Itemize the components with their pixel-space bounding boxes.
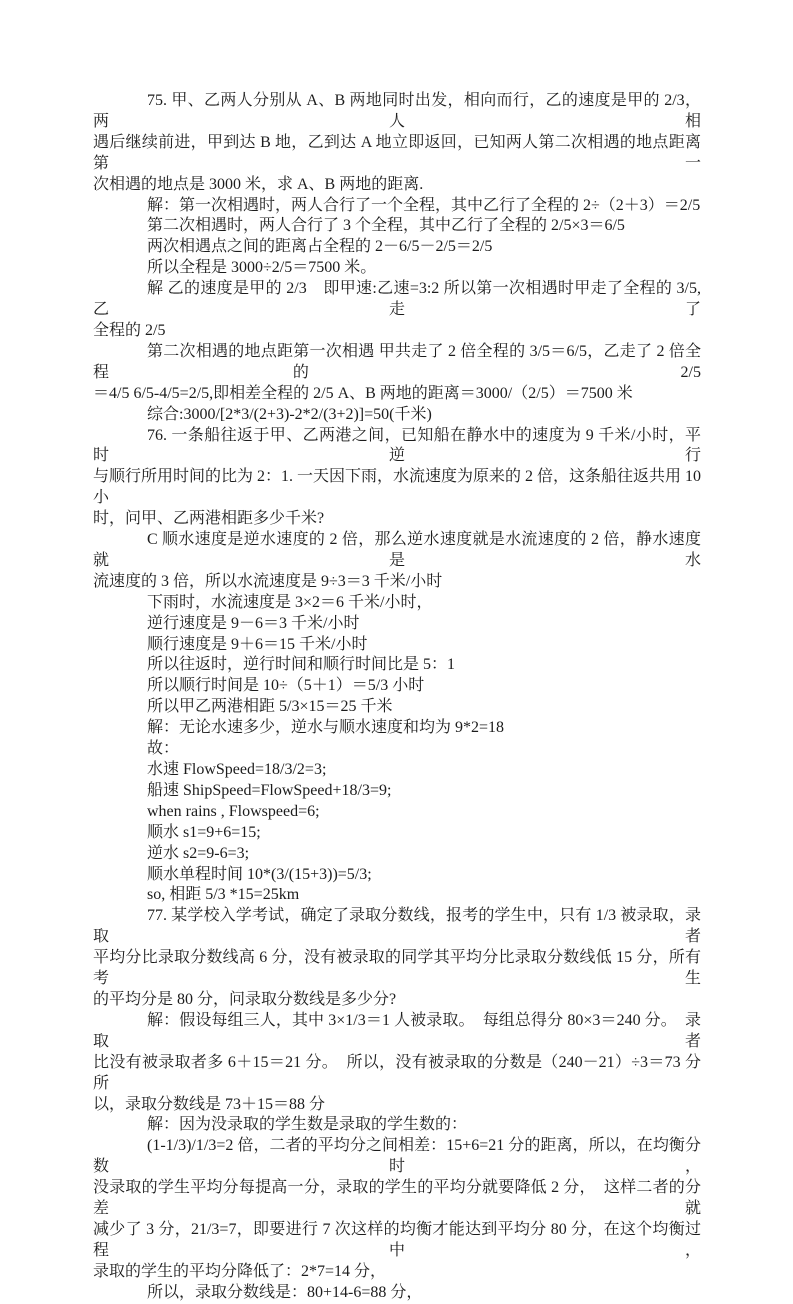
text-line: 水速 FlowSpeed=18/3/2=3; <box>147 761 327 778</box>
text-line: 76. 一条船往返于甲、乙两港之间，已知船在静水中的速度为 9 千米/小时，平时逆行 <box>93 426 701 465</box>
text-line: when rains , Flowspeed=6; <box>147 802 320 820</box>
text-line: 顺水 s1=9+6=15; <box>147 823 261 841</box>
text-line: 次相遇的地点是 3000 米，求 A、B 两地的距离. <box>93 175 424 193</box>
text-line: 以，录取分数线是 73＋15＝88 分 <box>93 1095 326 1113</box>
text-line: 没录取的学生平均分每提高一分，录取的学生的平均分就要降低 2 分， 这样二者的分差就 <box>93 1179 701 1218</box>
text-line: 解：无论水速多少，逆水与顺水速度和均为 9*2=18 <box>147 719 505 737</box>
text-line: 第二次相遇时，两人合行了 3 个全程，其中乙行了全程的 2/5×3＝6/5 <box>147 217 625 235</box>
text-line: 解：第一次相遇时，两人合行了一个全程，其中乙行了全程的 2÷（2＋3）＝2/5 <box>147 196 701 214</box>
text-line: 所以顺行时间是 10÷（5＋1）＝5/3 小时 <box>147 677 425 695</box>
problem-77 <box>93 906 701 1303</box>
text-line: 船速 ShipSpeed=FlowSpeed+18/3=9; <box>147 781 392 799</box>
text-line: 第二次相遇的地点距第一次相遇 甲共走了 2 倍全程的 3/5＝6/5，乙走了 2 倍全程的 2/5 <box>93 342 701 381</box>
problem-75 <box>93 91 701 426</box>
text-line: 遇后继续前进，甲到达 B 地，乙到达 A 地立即返回，已知两人第二次相遇的地点距离第一 <box>93 133 701 172</box>
text-line: 解 乙的速度是甲的 2/3 即甲速:乙速=3:2 所以第一次相遇时甲走了全程的 3/5,乙走了 <box>93 280 701 319</box>
text-line: so, 相距 5/3 *15=25km <box>147 886 300 904</box>
text-line: 所以甲乙两港相距 5/3×15＝25 千米 <box>147 698 393 716</box>
text-line: 综合:3000/[2*3/(2+3)-2*2/(3+2)]=50(千米) <box>147 405 432 423</box>
text-line: C 顺水速度是逆水速度的 2 倍，那么逆水速度就是水流速度的 2 倍，静水速度就是水 <box>93 531 701 569</box>
text-line: 下雨时，水流速度是 3×2＝6 千米/小时， <box>147 593 433 611</box>
text-line: 流速度的 3 倍，所以水流速度是 9÷3＝3 千米/小时 <box>93 572 443 590</box>
text-line: 77. 某学校入学考试，确定了录取分数线，报考的学生中，只有 1/3 被录取，录取者 <box>93 907 701 946</box>
text-line: 解：假设每组三人，其中 3×1/3＝1 人被录取。 每组总得分 80×3＝240 分。 录取者 <box>93 1011 701 1050</box>
text-line: 75. 甲、乙两人分别从 A、B 两地同时出发，相向而行，乙的速度是甲的 2/3，两人相 <box>93 92 701 130</box>
text-block <box>93 91 701 1304</box>
text-line: 减少了 3 分，21/3=7，即要进行 7 次这样的均衡才能达到平均分 80 分，在这个均衡过程中， <box>93 1220 701 1259</box>
text-line: 顺水单程时间 10*(3/(15+3))=5/3; <box>147 865 372 883</box>
text-line: 解：因为没录取的学生数是录取的学生数的： <box>147 1116 468 1134</box>
text-line: 录取的学生的平均分降低了：2*7=14 分， <box>93 1262 387 1280</box>
text-line: 全程的 2/5 <box>93 321 166 339</box>
text-line: 所以，录取分数线是：80+14-6=88 分， <box>147 1283 423 1301</box>
text-line: 逆水 s2=9-6=3; <box>147 844 250 862</box>
text-line: 比没有被录取者多 6＋15＝21 分。 所以，没有被录取的分数是（240－21）÷3＝73 分 所 <box>93 1053 701 1092</box>
text-line: 逆行速度是 9－6＝3 千米/小时 <box>147 614 360 632</box>
text-line: 时，问甲、乙两港相距多少千米? <box>93 510 325 528</box>
text-line: 所以往返时，逆行时间和顺行时间比是 5：1 <box>147 656 456 674</box>
text-line: 两次相遇点之间的距离占全程的 2－6/5－2/5＝2/5 <box>147 238 493 256</box>
problem-76 <box>93 426 701 907</box>
text-line: 所以全程是 3000÷2/5＝7500 米。 <box>147 259 377 277</box>
text-line: (1-1/3)/1/3=2 倍，二者的平均分之间相差：15+6=21 分的距离，所以，在均衡分数时， <box>93 1137 701 1176</box>
text-line: 顺行速度是 9＋6＝15 千米/小时 <box>147 635 368 653</box>
text-line: 故： <box>147 740 180 758</box>
text-line: 的平均分是 80 分，问录取分数线是多少分? <box>93 990 397 1008</box>
text-line: ＝4/5 6/5-4/5=2/5,即相差全程的 2/5 A、B 两地的距离＝3000/（2/5）＝7500 米 <box>93 384 633 402</box>
text-line: 平均分比录取分数线高 6 分，没有被录取的同学其平均分比录取分数线低 15 分，所有考生 <box>93 949 701 988</box>
text-line: 与顺行所用时间的比为 2：1. 一天因下雨，水流速度为原来的 2 倍，这条船往返共用 10 小 <box>93 468 702 507</box>
